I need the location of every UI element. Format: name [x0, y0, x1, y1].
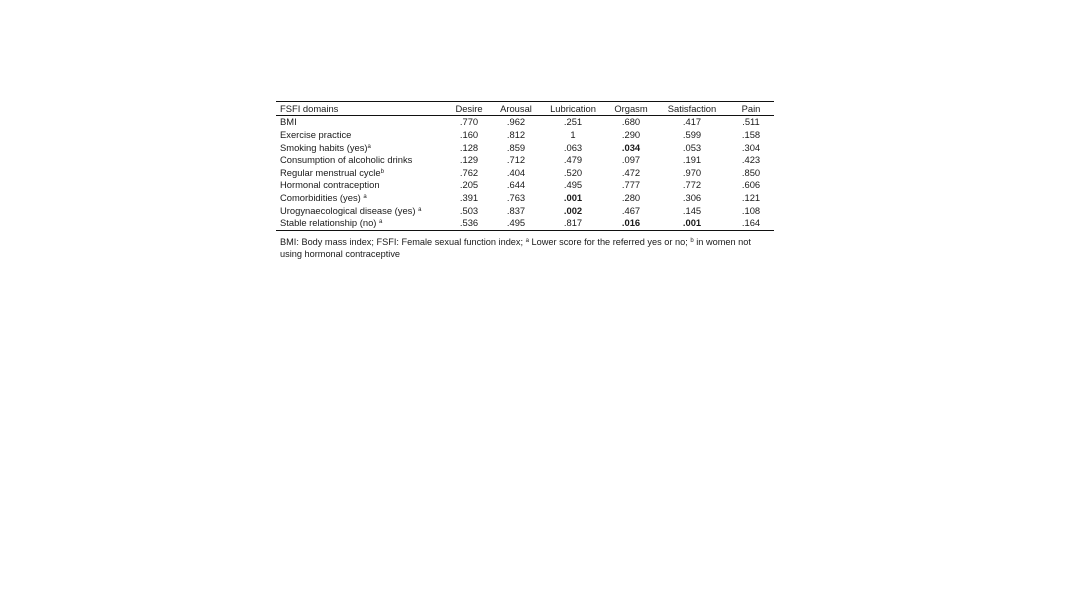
row-label-cell — [276, 167, 446, 180]
p-value-cell: .644 — [506, 179, 526, 191]
header-row — [276, 102, 774, 116]
table-row — [276, 167, 774, 180]
p-value-cell: .053 — [682, 141, 702, 153]
p-value-cell: .712 — [506, 154, 526, 166]
header-desire: Desire — [446, 102, 492, 116]
p-value-cell: .290 — [621, 129, 641, 141]
header-arousal: Arousal — [492, 102, 540, 116]
row-label: Comorbidities (yes) — [280, 192, 364, 203]
row-label: Regular menstrual cycle — [280, 166, 381, 178]
p-value-cell: .762 — [459, 166, 479, 178]
row-footnote-marker: b — [380, 168, 384, 175]
row-label-cell — [276, 204, 446, 217]
table-body — [276, 116, 774, 230]
p-value-cell: .772 — [682, 179, 702, 191]
p-value-cell: .817 — [540, 217, 606, 230]
table-row — [276, 129, 774, 142]
p-value-cell: .001 — [656, 217, 728, 230]
row-label: Exercise practice — [280, 129, 352, 141]
p-value-cell: .962 — [506, 116, 526, 128]
header-fsfi-domains: FSFI domains — [276, 102, 446, 116]
p-value-cell: .063 — [563, 141, 583, 153]
p-value-cell: .158 — [741, 129, 761, 141]
row-label: Smoking habits (yes) — [280, 141, 368, 153]
table-row — [276, 116, 774, 129]
p-value-cell: .606 — [741, 179, 761, 191]
p-value-cell: 1 — [570, 129, 576, 141]
row-label-cell — [276, 217, 446, 230]
p-value-cell: .160 — [459, 129, 479, 141]
row-label-cell — [276, 179, 446, 192]
table-row — [276, 192, 774, 205]
p-value-cell: .280 — [621, 192, 641, 203]
p-value-cell: .536 — [446, 217, 492, 230]
footnote-lower-score: Lower score for the referred yes or no; — [528, 236, 691, 247]
p-value-cell: .306 — [682, 192, 702, 203]
p-value-cell: .479 — [563, 154, 583, 166]
header-orgasm: Orgasm — [606, 102, 656, 116]
table-row — [276, 141, 774, 154]
p-value-cell: .002 — [563, 204, 583, 216]
p-value-cell: .763 — [506, 192, 526, 203]
p-value-cell: .777 — [621, 179, 641, 191]
table-row — [276, 154, 774, 167]
row-footnote-marker: a — [367, 143, 371, 150]
row-label: Hormonal contraception — [280, 179, 380, 191]
p-value-cell: .164 — [728, 217, 774, 230]
p-value-cell: .001 — [563, 192, 583, 203]
p-value-cell: .417 — [682, 116, 702, 128]
p-value-cell: .467 — [621, 204, 641, 216]
header-lubrication: Lubrication — [540, 102, 606, 116]
row-label-cell — [276, 129, 446, 142]
p-value-cell: .520 — [563, 166, 583, 178]
p-value-cell: .472 — [621, 166, 641, 178]
p-value-cell: .970 — [682, 166, 702, 178]
p-value-cell: .511 — [742, 116, 760, 128]
row-label: Stable relationship (no) — [280, 217, 380, 229]
row-label: Urogynaecological disease (yes) — [280, 204, 419, 216]
table-row — [276, 179, 774, 192]
header-satisfaction: Satisfaction — [656, 102, 728, 116]
p-value-cell: .108 — [741, 204, 761, 216]
header-pain: Pain — [728, 102, 774, 116]
row-footnote-marker: a — [379, 219, 383, 226]
row-footnote-marker: a — [363, 194, 367, 200]
row-label-cell — [276, 192, 446, 205]
footnote-abbreviations: BMI: Body mass index; FSFI: Female sexual function index; — [280, 236, 526, 247]
p-value-cell: .016 — [606, 217, 656, 230]
p-value-cell: .391 — [459, 192, 479, 203]
footnote-marker-b: b — [690, 237, 694, 244]
p-value-cell: .404 — [506, 166, 526, 178]
p-value-cell: .423 — [741, 154, 761, 166]
footnote-contraceptive: in women not using hormonal contraceptive — [280, 236, 751, 259]
p-value-cell: .304 — [741, 141, 761, 153]
fsfi-association-table — [276, 101, 774, 231]
table-row — [276, 204, 774, 217]
row-label: Consumption of alcoholic drinks — [280, 154, 413, 166]
p-value-cell: .680 — [621, 116, 641, 128]
p-value-cell: .097 — [621, 154, 641, 166]
footnote-marker-a: a — [525, 237, 529, 244]
row-label-cell — [276, 116, 446, 129]
row-label-cell — [276, 141, 446, 154]
p-value-cell: .812 — [506, 129, 526, 141]
p-value-cell: .859 — [506, 141, 526, 153]
p-value-cell: .034 — [621, 141, 641, 153]
row-label-cell — [276, 154, 446, 167]
p-value-cell: .495 — [563, 179, 583, 191]
table-row — [276, 217, 774, 230]
p-value-cell: .495 — [492, 217, 540, 230]
row-footnote-marker: a — [418, 206, 422, 213]
results-table-block — [276, 101, 774, 260]
p-value-cell: .850 — [741, 166, 761, 178]
p-value-cell: .191 — [682, 154, 702, 166]
p-value-cell: .205 — [459, 179, 479, 191]
p-value-cell: .503 — [459, 204, 479, 216]
row-label: BMI — [280, 116, 297, 128]
p-value-cell: .121 — [741, 192, 761, 203]
table-header — [276, 102, 774, 116]
p-value-cell: .251 — [563, 116, 583, 128]
p-value-cell: .599 — [682, 129, 702, 141]
p-value-cell: .128 — [459, 141, 479, 153]
p-value-cell: .837 — [506, 204, 526, 216]
p-value-cell: .145 — [682, 204, 702, 216]
table-footnote — [276, 236, 772, 260]
p-value-cell: .770 — [459, 116, 479, 128]
p-value-cell: .129 — [459, 154, 479, 166]
